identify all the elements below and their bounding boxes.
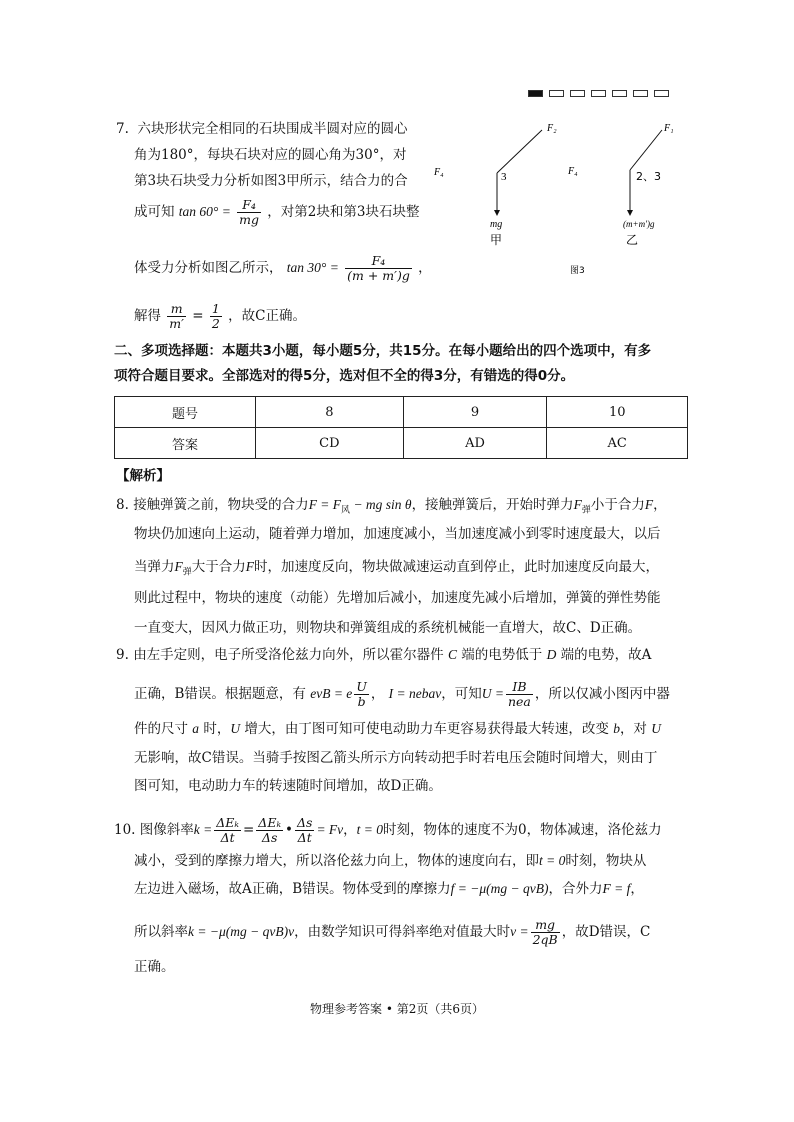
- fraction-numerator: ΔEₖ: [258, 815, 282, 830]
- q7-line-6: [134, 302, 306, 331]
- label-f1: F₁: [664, 123, 674, 134]
- progress-box: [633, 90, 648, 97]
- q10-number: 10.: [114, 822, 136, 838]
- fraction-denominator: m′: [169, 316, 184, 331]
- section-2-text: 项符合题目要求。全部选对的得5分，选对但不全的得3分，有错选的得0分。: [114, 368, 575, 384]
- q10-text: ，: [630, 881, 644, 897]
- fraction-denominator: Δt: [297, 830, 312, 845]
- fraction: [210, 302, 222, 331]
- q10-line-3: [134, 880, 644, 898]
- page-progress-indicator: [528, 90, 669, 97]
- q7-text: ，: [418, 260, 432, 276]
- q7-text: 解得: [134, 308, 161, 324]
- fraction: [237, 198, 261, 227]
- fraction: [256, 816, 283, 845]
- q8-line-3: [134, 558, 659, 582]
- q10-text: 左边进入磁场，故A正确，B错误。物体受到的摩擦力: [134, 881, 451, 897]
- fraction-numerator: U: [356, 679, 367, 694]
- symbol-f: F: [644, 497, 654, 512]
- fraction: [506, 680, 533, 709]
- formula: t = 0: [539, 853, 566, 868]
- table-row: [115, 397, 688, 428]
- table-row: [115, 428, 688, 459]
- symbol-f: F: [245, 559, 255, 574]
- analysis-title-text: 【解析】: [116, 468, 170, 484]
- label-jia: 甲: [490, 233, 503, 247]
- q10-text: ，故D错误，C: [561, 924, 651, 940]
- fraction-numerator: 1: [211, 301, 220, 316]
- fraction-denominator: nea: [507, 694, 531, 709]
- fraction-numerator: F₄: [345, 254, 412, 269]
- progress-box: [612, 90, 627, 97]
- symbol-c: C: [447, 647, 457, 662]
- eq-lhs: tan 30° =: [286, 260, 339, 275]
- q9-line-1: [116, 646, 651, 664]
- q9-number: 9.: [116, 647, 129, 663]
- table-header-cell: 题号: [115, 397, 256, 428]
- label-f4: F₄: [568, 166, 578, 177]
- force-arrow-f1: [630, 130, 662, 170]
- q10-text: ，合外力: [548, 881, 603, 897]
- q8-number: 8.: [116, 497, 129, 513]
- fraction-denominator: (m + m′)g: [347, 268, 410, 283]
- section-2-line-1: [114, 342, 651, 360]
- label-yi: 乙: [626, 233, 639, 247]
- q10-line-2: [134, 852, 646, 870]
- q8-line-1: [116, 496, 667, 520]
- page-footer: 物理参考答案 • 第2页（共6页）: [310, 1002, 484, 1016]
- subscript: 弹: [182, 567, 192, 578]
- q9-text: 件的尺寸: [134, 721, 188, 737]
- fraction-numerator: F₄: [237, 198, 261, 213]
- q7-text: 六块形状完全相同的石块围成半圆对应的圆心: [137, 121, 408, 137]
- q10-line-1: 10. 图像斜率k = $\frac{\text{ΔEₖ}}{\Delta t}$ = $\frac{\text{ΔEₖ}}{\Delta s}$ • $\frac{\Delta s}{\Delta t}$ = Fv，t = 0时刻，物体的速度不为0，物体减速，洛伦兹力: [114, 815, 662, 845]
- fraction-denominator: b: [357, 694, 366, 709]
- subscript: 弹: [581, 505, 591, 516]
- analysis-title: [116, 467, 170, 485]
- q8-text: 小于合力: [590, 497, 645, 513]
- q9-text: 无影响，故C错误。当骑手按图乙箭头所示方向转动把手时若电压会随时间增大，则由丁: [134, 750, 658, 766]
- fraction-denominator: Δt: [220, 830, 235, 845]
- q9-text: 增大，由丁图可知可使电动助力车更容易获得最大转速，改变: [244, 721, 609, 737]
- formula: F = F: [308, 497, 342, 512]
- q8-text: 则此过程中，物块的速度（动能）先增加后减小，加速度先减小后增加，弹簧的弹性势能: [134, 590, 661, 606]
- symbol-f: F: [573, 497, 582, 512]
- label-f4: F₄: [434, 167, 444, 178]
- subscript: 风: [341, 505, 351, 516]
- q10-text: 时刻，物体的速度不为0，物体减速，洛伦兹力: [383, 822, 662, 838]
- q7-text: 第3块石块受力分析如图3甲所示，结合力的合: [134, 173, 408, 189]
- q8-text: 大于合力: [191, 559, 246, 575]
- section-2-line-2: [114, 367, 574, 385]
- label-f2: F₂: [547, 123, 557, 134]
- fraction-numerator: m: [167, 302, 186, 317]
- q10-line-5: [134, 958, 175, 976]
- label-blocks-2-3: 2、3: [636, 170, 661, 183]
- progress-box: [570, 90, 585, 97]
- q10-text: ，: [343, 822, 357, 838]
- formula: − mg sin θ: [350, 497, 412, 512]
- fraction: [531, 918, 560, 947]
- fraction: [167, 302, 186, 331]
- fraction-denominator: 2qB: [532, 932, 558, 947]
- label-mg: mg: [490, 219, 503, 230]
- fraction: [354, 680, 369, 709]
- figure-caption: 图3: [570, 266, 585, 276]
- formula: k =: [193, 822, 213, 837]
- table-header-cell: 答案: [115, 428, 256, 459]
- q10-text: 减小，受到的摩擦力增大，所以洛伦兹力向上，物体的速度向右，即: [134, 853, 539, 869]
- formula: v =: [510, 924, 529, 939]
- q8-text: ，: [653, 497, 667, 513]
- q7-text: 角为180°，每块石块对应的圆心角为30°，对: [134, 147, 407, 163]
- q7-line-4: [134, 198, 419, 227]
- table-cell: AD: [403, 428, 547, 459]
- q7-line-5: [134, 254, 432, 283]
- fraction-denominator: Δs: [261, 830, 278, 845]
- label-total-weight: (m+m′)g: [623, 219, 655, 229]
- q10-text: ，由数学知识可得斜率绝对值最大时: [294, 924, 511, 940]
- symbol-u: U: [651, 721, 661, 736]
- progress-box: [591, 90, 606, 97]
- section-2-text: 二、多项选择题：本题共3小题，每小题5分，共15分。在每小题给出的四个选项中，有多: [114, 343, 652, 359]
- q9-text: ，所以仅减小图丙中器: [534, 686, 670, 702]
- q9-text: ，对: [619, 721, 647, 737]
- figure-3: [430, 118, 700, 288]
- q9-line-5: [134, 777, 442, 795]
- formula: t = 0: [356, 822, 384, 837]
- symbol-u: U: [230, 721, 241, 736]
- symbol-f: F: [174, 559, 183, 574]
- formula: f = −μ(mg − qvB): [450, 881, 549, 896]
- fraction-numerator: mg: [531, 918, 560, 933]
- q8-text: 时，加速度反向，物块做减速运动直到停止，此时加速度反向最大，: [254, 559, 660, 575]
- q9-text: 端的电势低于: [461, 647, 543, 663]
- fraction-numerator: IB: [506, 680, 533, 695]
- q9-text: 时，: [203, 721, 231, 737]
- formula: I = nebav: [388, 686, 442, 701]
- progress-box: [549, 90, 564, 97]
- q9-text: 端的电势，故A: [560, 647, 652, 663]
- q7-line-2: [134, 146, 406, 164]
- fraction: [295, 816, 314, 845]
- label-block-3: 3: [501, 171, 507, 183]
- q9-text: 正确，B错误。根据题意，有: [134, 686, 306, 702]
- q9-line-3: [134, 720, 661, 738]
- equals-sign: =: [192, 308, 204, 324]
- q8-line-2: [134, 525, 661, 543]
- fraction-numerator: ΔEₖ: [216, 815, 239, 830]
- progress-box: [654, 90, 669, 97]
- q7-number: 7.: [116, 121, 129, 137]
- fraction-numerator: Δs: [296, 815, 313, 830]
- arrowhead: [494, 210, 500, 216]
- table-cell: CD: [256, 428, 404, 459]
- formula: F = f: [602, 881, 631, 896]
- fraction-denominator: 2: [211, 316, 220, 331]
- answer-table: [114, 396, 688, 459]
- q10-text: 正确。: [134, 959, 175, 975]
- q9-text: 由左手定则，电子所受洛伦兹力向外，所以霍尔器件: [133, 647, 444, 663]
- symbol-b: b: [613, 721, 620, 736]
- q8-text: 接触弹簧之前，物块受的合力: [133, 497, 309, 513]
- fraction: [345, 254, 412, 283]
- q8-text: 当弹力: [134, 559, 175, 575]
- q7-text: ，对第2块和第3块石块整: [267, 204, 420, 220]
- fraction-denominator: mg: [239, 212, 259, 227]
- formula: U =: [481, 686, 504, 701]
- table-cell: 9: [403, 397, 547, 428]
- q9-line-4: [134, 749, 657, 767]
- formula: = Fv: [316, 822, 344, 837]
- force-arrow-f2: [497, 130, 542, 173]
- q8-text: 一直变大，因风力做正功，则物块和弹簧组成的系统机械能一直增大，故C、D正确。: [134, 620, 642, 636]
- arrowhead: [627, 210, 633, 216]
- q8-text: 物块仍加速向上运动，随着弹力增加，加速度减小，当加速度减小到零时速度最大，以后: [134, 526, 661, 542]
- q10-line-4: [134, 918, 650, 947]
- q7-text: 成可知: [134, 204, 175, 220]
- table-cell: 10: [547, 397, 688, 428]
- symbol-d: D: [546, 647, 557, 662]
- q9-text: ，可知: [441, 686, 482, 702]
- q7-line-3: [134, 172, 408, 190]
- q10-text: 所以斜率: [134, 924, 188, 940]
- q10-text: 图像斜率: [139, 822, 194, 838]
- q8-text: ，接触弹簧后，开始时弹力: [411, 497, 574, 513]
- q10-text: 时刻，物块从: [565, 853, 647, 869]
- q9-line-2: 正确，B错误。根据题意，有 evB = e $\frac{U}{b}$ ， I = nebav，可知U = $\frac{IB}{\text{nea}}$ ，所以仅减小图丙中器: [134, 679, 670, 709]
- eq-lhs: tan 60° =: [178, 204, 231, 219]
- q8-line-4: [134, 589, 661, 607]
- fraction: [214, 816, 241, 845]
- progress-box-filled: [528, 90, 543, 97]
- formula: k = −μ(mg − qvB)v: [188, 924, 295, 939]
- table-cell: 8: [256, 397, 404, 428]
- q9-text: 图可知，电动助力车的转速随时间增加，故D正确。: [134, 778, 442, 794]
- table-cell: AC: [547, 428, 688, 459]
- q8-line-5: [134, 619, 641, 637]
- q7-text: ，故C正确。: [228, 308, 306, 324]
- q7-text: 体受力分析如图乙所示，: [134, 260, 283, 276]
- formula: evB = e: [310, 686, 353, 701]
- symbol-a: a: [192, 721, 200, 736]
- q7-line-1: [116, 120, 407, 138]
